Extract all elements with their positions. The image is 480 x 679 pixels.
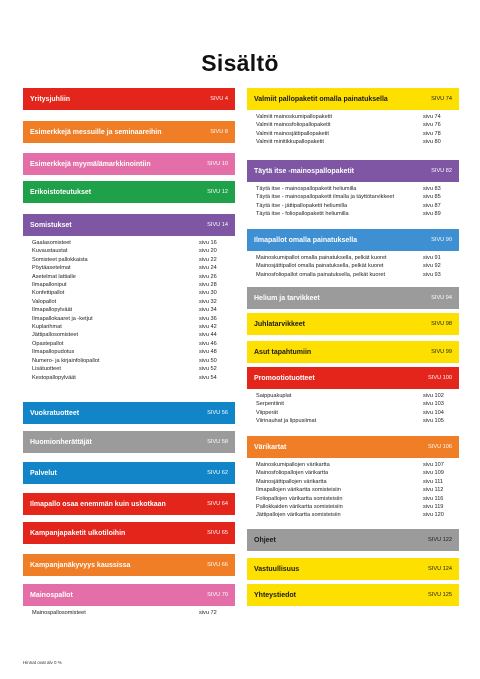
toc-subitem[interactable] [256, 417, 451, 425]
toc-section [247, 341, 459, 363]
toc-section-page: SIVU 90 [431, 237, 452, 243]
toc-section [23, 153, 235, 175]
toc-subitem-page: sivu 50 [199, 357, 217, 364]
toc-subitem-name: Pöytäasetelmat [32, 265, 71, 272]
toc-subitem-name: Mainoskumipallot omalla painatuksella, pelkät kuoret [256, 255, 387, 261]
toc-section [23, 88, 235, 110]
toc-subitem-list [23, 236, 235, 382]
toc-section-page: SIVU 58 [207, 439, 228, 445]
toc-subitem-page: sivu 93 [423, 271, 441, 278]
toc-subitem-name: Ilmapallopudotus [32, 349, 75, 356]
toc-section-title: Valmiit pallopaketit omalla painatuksella [254, 95, 388, 103]
toc-subitem-page: sivu 72 [199, 610, 217, 616]
toc-subitem-list [247, 458, 459, 520]
toc-subitem-page: sivu 91 [423, 255, 441, 261]
toc-subitem-name: Gaalasomisteet [32, 240, 71, 246]
toc-subitem[interactable] [32, 365, 227, 373]
toc-subitem-page: sivu 42 [199, 324, 217, 331]
toc-subitem[interactable] [256, 409, 451, 417]
toc-subitem[interactable] [256, 511, 451, 519]
toc-subitem[interactable] [32, 331, 227, 339]
toc-section-header[interactable] [23, 214, 235, 236]
toc-section-title: Promootiotuotteet [254, 374, 315, 382]
toc-subitem[interactable] [32, 340, 227, 348]
toc-section-page: SIVU 99 [431, 349, 452, 355]
toc-section-title: Mainospallot [30, 591, 73, 599]
toc-subitem-page: sivu 103 [423, 401, 444, 408]
toc-subitem-list [247, 389, 459, 426]
toc-subitem-page: sivu 109 [423, 470, 444, 477]
toc-subitem-page: sivu 52 [199, 366, 217, 373]
toc-subitem-page: sivu 119 [423, 504, 444, 511]
toc-section-header[interactable] [23, 493, 235, 515]
toc-subitem-page: sivu 105 [423, 418, 444, 425]
toc-subitem-page: sivu 111 [423, 478, 444, 485]
toc-subitem-name: Täytä itse - mainospallopaketit heliumilla [256, 186, 357, 192]
toc-section-header[interactable] [247, 584, 459, 606]
toc-section [23, 493, 235, 515]
toc-section-header[interactable] [23, 88, 235, 110]
toc-subitem[interactable] [256, 461, 451, 469]
toc-subitem[interactable] [32, 273, 227, 281]
toc-section-page: SIVU 12 [207, 189, 228, 195]
toc-subitem[interactable] [32, 298, 227, 306]
toc-section-header[interactable] [247, 558, 459, 580]
toc-section-header[interactable] [247, 341, 459, 363]
toc-section [247, 313, 459, 335]
toc-subitem[interactable] [256, 121, 451, 129]
toc-section-title: Ilmapallot omalla painatuksella [254, 236, 358, 244]
toc-subitem-name: Mainosfoliopallojen värikartta [256, 470, 329, 477]
toc-subitem[interactable] [32, 247, 227, 255]
toc-section-page: SIVU 122 [428, 537, 452, 543]
toc-section-header[interactable] [23, 153, 235, 175]
toc-subitem-page: sivu 89 [423, 211, 441, 218]
toc-subitem-page: sivu 44 [199, 332, 217, 339]
toc-section-title: Värikartat [254, 443, 287, 451]
toc-subitem[interactable] [32, 315, 227, 323]
toc-subitem[interactable] [256, 400, 451, 408]
toc-section-title: Asut tapahtumiin [254, 348, 312, 356]
toc-subitem-name: Konfettipallot [32, 290, 65, 297]
toc-subitem[interactable] [256, 262, 451, 270]
toc-section [23, 402, 235, 424]
toc-subitem-name: Mainosfoliopallot omalla painatuksella, pelkät kuoret [256, 271, 386, 278]
toc-section-header[interactable] [23, 431, 235, 453]
toc-subitem-name: Mainosjättipallot omalla painatuksella, pelkät kuoret [256, 263, 384, 270]
toc-subitem-name: Ilmapallopylväät [32, 307, 73, 314]
toc-subitem-page: sivu 112 [423, 487, 444, 494]
toc-subitem-name: Valmiit minitikkupallopaketit [256, 139, 324, 146]
toc-subitem-page: sivu 26 [199, 273, 217, 280]
toc-subitem-page: sivu 54 [199, 374, 217, 381]
toc-section [23, 522, 235, 544]
toc-section-page: SIVU 14 [207, 222, 228, 228]
toc-subitem-name: Pallokkaiden värikartta somisteisiin [256, 504, 343, 511]
toc-section [23, 121, 235, 143]
toc-section-page: SIVU 124 [428, 566, 452, 572]
toc-subitem-page: sivu 24 [199, 265, 217, 272]
toc-section-title: Täytä itse -mainospallopaketit [254, 167, 354, 175]
toc-section [247, 367, 459, 426]
toc-subitem[interactable] [32, 239, 227, 247]
toc-subitem-page: sivu 36 [199, 315, 217, 322]
toc-subitem[interactable] [256, 130, 451, 138]
toc-section-header[interactable] [247, 436, 459, 458]
toc-subitem-name: Somisteet pallokkaista [32, 256, 88, 263]
toc-section [247, 558, 459, 580]
toc-subitem-name: Opastepallot [32, 340, 64, 347]
toc-section-header[interactable] [23, 181, 235, 203]
toc-subitem-name: Täytä itse - foliopallopaketit heliumilla [256, 211, 349, 218]
toc-section-page: SIVU 98 [431, 321, 452, 327]
toc-section-page: SIVU 64 [207, 501, 228, 507]
toc-subitem-name: Kuvaustaustat [32, 248, 68, 255]
toc-section-title: Somistukset [30, 221, 72, 229]
toc-subitem-page: sivu 102 [423, 393, 444, 399]
toc-subitem-page: sivu 120 [423, 512, 444, 519]
toc-section [23, 584, 235, 617]
toc-subitem-page: sivu 92 [423, 263, 441, 270]
toc-section-page: SIVU 66 [207, 562, 228, 568]
toc-section [247, 229, 459, 279]
toc-section-header[interactable] [23, 522, 235, 544]
toc-section-page: SIVU 125 [428, 592, 452, 598]
toc-subitem-name: Ilmapallokaaret ja -ketjut [32, 315, 93, 322]
toc-subitem[interactable] [256, 138, 451, 146]
toc-subitem-page: sivu 34 [199, 307, 217, 314]
toc-subitem-name: Jättipallosomisteet [32, 332, 79, 339]
toc-subitem[interactable] [256, 254, 451, 262]
toc-subitem-name: Viirinauhat ja lippusiimat [256, 418, 317, 425]
toc-subitem-name: Ilmapallojen värikartta somisteisiin [256, 487, 341, 494]
toc-section-title: Yhteystiedot [254, 591, 297, 599]
toc-subitem-page: sivu 20 [199, 248, 217, 255]
toc-subitem-page: sivu 107 [423, 462, 444, 468]
toc-section-page: SIVU 10 [207, 161, 228, 167]
toc-section-header[interactable] [247, 88, 459, 110]
toc-section [247, 584, 459, 606]
toc-subitem-page: sivu 83 [423, 186, 441, 192]
toc-subitem-name: Jättipallojen värikartta somisteisiin [256, 512, 341, 519]
toc-subitem-name: Kuplarihmat [32, 324, 62, 331]
toc-section [247, 529, 459, 551]
toc-section [23, 214, 235, 382]
toc-section-page: SIVU 62 [207, 470, 228, 476]
toc-section-title: Kampanjanäkyvyys kaussissa [30, 561, 131, 569]
toc-section-header[interactable] [23, 554, 235, 576]
toc-section [247, 436, 459, 520]
toc-subitem-name: Valopallot [32, 298, 57, 305]
toc-section-title: Huomionherättäjät [30, 438, 92, 446]
toc-subitem-name: Serpentiinit [256, 401, 284, 408]
price-footnote: Hinnat ovat alv 0 % [23, 660, 62, 665]
toc-section [23, 181, 235, 203]
toc-section-title: Kampanjapaketit ulkotiloihin [30, 529, 126, 537]
toc-subitem[interactable] [32, 374, 227, 382]
toc-subitem-page: sivu 104 [423, 409, 444, 416]
toc-section-title: Juhlatarvikkeet [254, 320, 305, 328]
toc-section-page: SIVU 94 [431, 295, 452, 301]
toc-section-page: SIVU 56 [207, 410, 228, 416]
toc-subitem-page: sivu 30 [199, 290, 217, 297]
toc-section [247, 160, 459, 219]
toc-subitem-page: sivu 48 [199, 349, 217, 356]
toc-subitem-page: sivu 16 [199, 240, 217, 246]
toc-subitem-name: Lisätuotteet [32, 366, 61, 373]
toc-section-title: Ilmapallo osaa enemmän kuin uskotkaan [30, 500, 166, 508]
toc-subitem[interactable] [32, 323, 227, 331]
toc-subitem-page: sivu 76 [423, 122, 441, 129]
toc-section-page: SIVU 65 [207, 530, 228, 536]
toc-subitem-name: Mainospallosomisteet [32, 610, 86, 616]
toc-subitem-page: sivu 22 [199, 256, 217, 263]
toc-subitem[interactable] [32, 609, 227, 617]
toc-section-title: Vastuullisuus [254, 565, 300, 573]
toc-subitem-page: sivu 85 [423, 194, 441, 201]
toc-section-title: Ohjeet [254, 536, 276, 544]
toc-subitem-page: sivu 116 [423, 495, 444, 502]
toc-subitem[interactable] [32, 306, 227, 314]
toc-section-title: Palvelut [30, 469, 57, 477]
toc-subitem[interactable] [32, 281, 227, 289]
toc-subitem-name: Numero- ja kirjainfoliopallot [32, 357, 100, 364]
toc-subitem-name: Mainosjättipallojen värikartta [256, 478, 327, 485]
toc-section [23, 554, 235, 576]
toc-section-header[interactable] [247, 313, 459, 335]
toc-subitem[interactable] [256, 503, 451, 511]
toc-subitem-name: Ilmapalloniput [32, 282, 67, 289]
toc-subitem[interactable] [256, 486, 451, 494]
toc-section [247, 287, 459, 309]
toc-section-title: Esimerkkejä myymälämarkkinointiin [30, 160, 151, 168]
toc-subitem-name: Viipperät [256, 409, 278, 416]
page-title: Sisältö [201, 50, 279, 76]
toc-subitem[interactable] [256, 185, 451, 193]
toc-section-header[interactable] [23, 121, 235, 143]
toc-section-title: Erikoistoteutukset [30, 188, 92, 196]
toc-subitem[interactable] [256, 193, 451, 201]
toc-section-title: Yritysjuhliin [30, 95, 71, 103]
toc-subitem-page: sivu 78 [423, 130, 441, 137]
toc-subitem-page: sivu 80 [423, 139, 441, 146]
toc-subitem-page: sivu 87 [423, 202, 441, 209]
toc-subitem-name: Valmiit mainosjättipallopaketit [256, 130, 329, 137]
toc-subitem-name: Valmiit mainoskumipallopaketit [256, 114, 333, 120]
toc-subitem-name: Täytä itse - mainospallopaketit ilmalla ja täyttötarvikkeet [256, 194, 395, 201]
toc-section-page: SIVU 8 [210, 129, 228, 135]
toc-subitem[interactable] [32, 264, 227, 272]
toc-section [247, 88, 459, 147]
toc-subitem-list [23, 606, 235, 617]
toc-section-header[interactable] [23, 462, 235, 484]
toc-subitem-page: sivu 32 [199, 298, 217, 305]
toc-section-title: Vuokratuotteet [30, 409, 80, 417]
toc-subitem[interactable] [32, 348, 227, 356]
toc-section-page: SIVU 82 [431, 168, 452, 174]
toc-section-page: SIVU 100 [428, 375, 452, 381]
toc-section-title: Esimerkkejä messuille ja seminaareihin [30, 128, 162, 136]
toc-section-page: SIVU 74 [431, 96, 452, 102]
toc-subitem[interactable] [256, 113, 451, 121]
toc-subitem-page: sivu 28 [199, 282, 217, 289]
toc-subitem-name: Kestopallopylväät [32, 374, 76, 381]
toc-subitem[interactable] [32, 357, 227, 365]
toc-subitem-name: Mainoskumipallojen värikartta [256, 462, 330, 468]
toc-section-page: SIVU 70 [207, 592, 228, 598]
toc-subitem[interactable] [256, 202, 451, 210]
toc-subitem-name: Asetelmat lattialle [32, 273, 76, 280]
toc-subitem[interactable] [256, 495, 451, 503]
toc-subitem-list [247, 251, 459, 279]
toc-subitem-page: sivu 46 [199, 340, 217, 347]
toc-subitem-list [247, 110, 459, 147]
toc-section [23, 431, 235, 453]
toc-section-header[interactable] [247, 367, 459, 389]
toc-section-title: Helium ja tarvikkeet [254, 294, 320, 302]
toc-section-header[interactable] [23, 402, 235, 424]
toc-section [23, 462, 235, 484]
toc-subitem[interactable] [256, 210, 451, 218]
toc-subitem-name: Valmiit mainosfoliopallopaketit [256, 122, 331, 129]
toc-subitem-name: Täytä itse - jättipallopaketit heliumilla [256, 202, 348, 209]
toc-section-header[interactable] [23, 584, 235, 606]
toc-subitem-list [247, 182, 459, 219]
toc-subitem[interactable] [32, 256, 227, 264]
toc-subitem-page: sivu 74 [423, 114, 441, 120]
toc-section-header[interactable] [247, 160, 459, 182]
toc-section-page: SIVU 4 [210, 96, 228, 102]
toc-subitem-name: Foliopallojen värikartta somisteisiin [256, 495, 343, 502]
toc-subitem[interactable] [256, 478, 451, 486]
toc-section-header[interactable] [247, 529, 459, 551]
toc-section-page: SIVU 106 [428, 444, 452, 450]
toc-section-header[interactable] [247, 229, 459, 251]
toc-section-header[interactable] [247, 287, 459, 309]
toc-subitem[interactable] [256, 392, 451, 400]
toc-subitem-name: Saippuakuplat [256, 393, 292, 399]
toc-subitem[interactable] [256, 271, 451, 279]
toc-subitem[interactable] [32, 289, 227, 297]
toc-subitem[interactable] [256, 469, 451, 477]
